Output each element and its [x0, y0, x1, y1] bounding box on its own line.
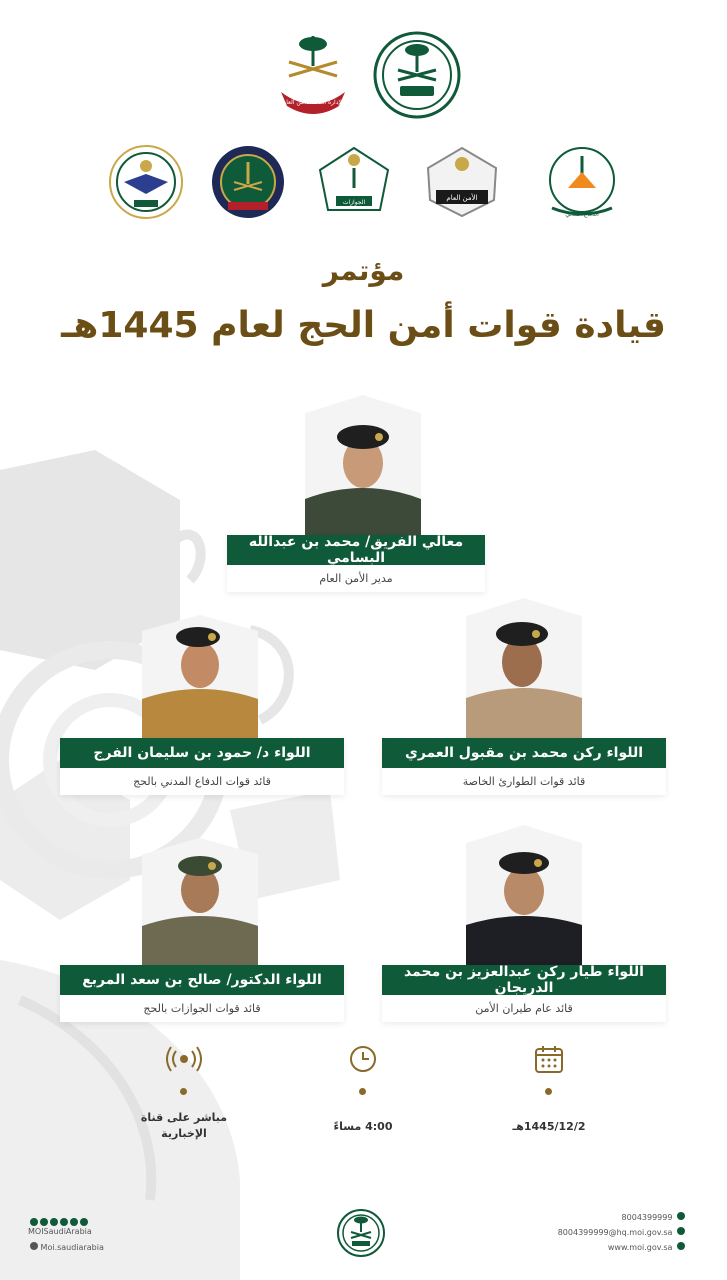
- leader-name: اللواء طيار ركن عبدالعزيز بن محمد الدريجان: [382, 965, 666, 995]
- leader-role: قائد عام طيران الأمن: [475, 1002, 573, 1015]
- aviation-logo: [108, 144, 184, 220]
- separator-dot: [359, 1088, 366, 1095]
- leader-card: [60, 738, 344, 795]
- contact-email[interactable]: [520, 1227, 685, 1237]
- svg-text:الدفاع المدني: الدفاع المدني: [565, 211, 599, 218]
- passports-logo: [316, 144, 392, 220]
- broadcast-icon: [164, 1044, 204, 1078]
- separator-dot: [545, 1088, 552, 1095]
- phone-icon: [677, 1212, 685, 1220]
- calendar-icon: [534, 1044, 564, 1078]
- leader-card: [227, 535, 485, 592]
- tiktok-icon[interactable]: [60, 1218, 68, 1226]
- clock-icon: [348, 1044, 378, 1078]
- leader-photo: [142, 615, 258, 739]
- contact-phone[interactable]: [555, 1212, 685, 1222]
- leader-name: معالي الفريق/ محمد بن عبدالله البسامي: [227, 535, 485, 565]
- civil-defense-logo: [542, 144, 622, 220]
- svg-text:الجوازات: الجوازات: [342, 199, 366, 206]
- phone-text: 8004399999: [621, 1213, 673, 1222]
- instagram-icon[interactable]: [50, 1218, 58, 1226]
- x-icon[interactable]: [30, 1218, 38, 1226]
- contact-website[interactable]: [555, 1242, 685, 1252]
- leader-role: قائد قوات الجوازات بالحج: [143, 1002, 261, 1015]
- email-text: 8004399999@hq.moi.gov.sa: [557, 1228, 673, 1237]
- social-icons[interactable]: [28, 1211, 114, 1221]
- special-forces-logo: [210, 144, 286, 220]
- leader-photo: [305, 395, 421, 535]
- leader-role: قائد قوات الدفاع المدني بالحج: [133, 775, 271, 788]
- youtube-icon[interactable]: [70, 1218, 78, 1226]
- snapchat-handle-text: Moi.saudiarabia: [40, 1243, 104, 1252]
- saudi-security-emblem-logo: [275, 32, 351, 116]
- telegram-icon[interactable]: [80, 1218, 88, 1226]
- leader-name: اللواء ركن محمد بن مقبول العمري: [382, 738, 666, 768]
- social-handle[interactable]: MOISaudiArabia: [28, 1227, 92, 1236]
- globe-icon: [677, 1242, 685, 1250]
- leader-role: قائد قوات الطوارئ الخاصة: [462, 775, 586, 788]
- leader-photo: [142, 838, 258, 965]
- leader-name: اللواء د/ حمود بن سليمان الفرج: [60, 738, 344, 768]
- moi-footer-logo: [336, 1208, 386, 1258]
- separator-dot: [180, 1088, 187, 1095]
- leader-photo: [466, 825, 582, 965]
- svg-text:الأمن العام: الأمن العام: [446, 194, 478, 202]
- snapchat-icon: [30, 1242, 38, 1250]
- broadcast-channel: مباشر على قناة الإخبارية: [140, 1111, 228, 1140]
- leader-photo: [466, 598, 582, 738]
- website-text: www.moi.gov.sa: [607, 1243, 673, 1252]
- title-line-1: مؤتمر: [322, 254, 405, 287]
- public-security-logo: [424, 144, 500, 220]
- email-icon: [677, 1227, 685, 1235]
- leader-card: [382, 965, 666, 1022]
- page-title: قيادة قوات أمن الحج لعام 1445هـ: [61, 305, 666, 346]
- leader-role: مدير الأمن العام: [319, 572, 393, 585]
- leader-card: [382, 738, 666, 795]
- svg-text:الإدارة العامة للأمن العام: الإدارة العامة للأمن العام: [282, 99, 344, 106]
- facebook-icon[interactable]: [40, 1218, 48, 1226]
- moi-seal-logo: [372, 30, 462, 120]
- event-time: 4:00 مساءً: [333, 1120, 393, 1133]
- leader-card: [60, 965, 344, 1022]
- event-date: 1445/12/2هـ: [512, 1120, 586, 1133]
- snapchat-handle[interactable]: [28, 1242, 104, 1252]
- leader-name: اللواء الدكتور/ صالح بن سعد المربع: [60, 965, 344, 995]
